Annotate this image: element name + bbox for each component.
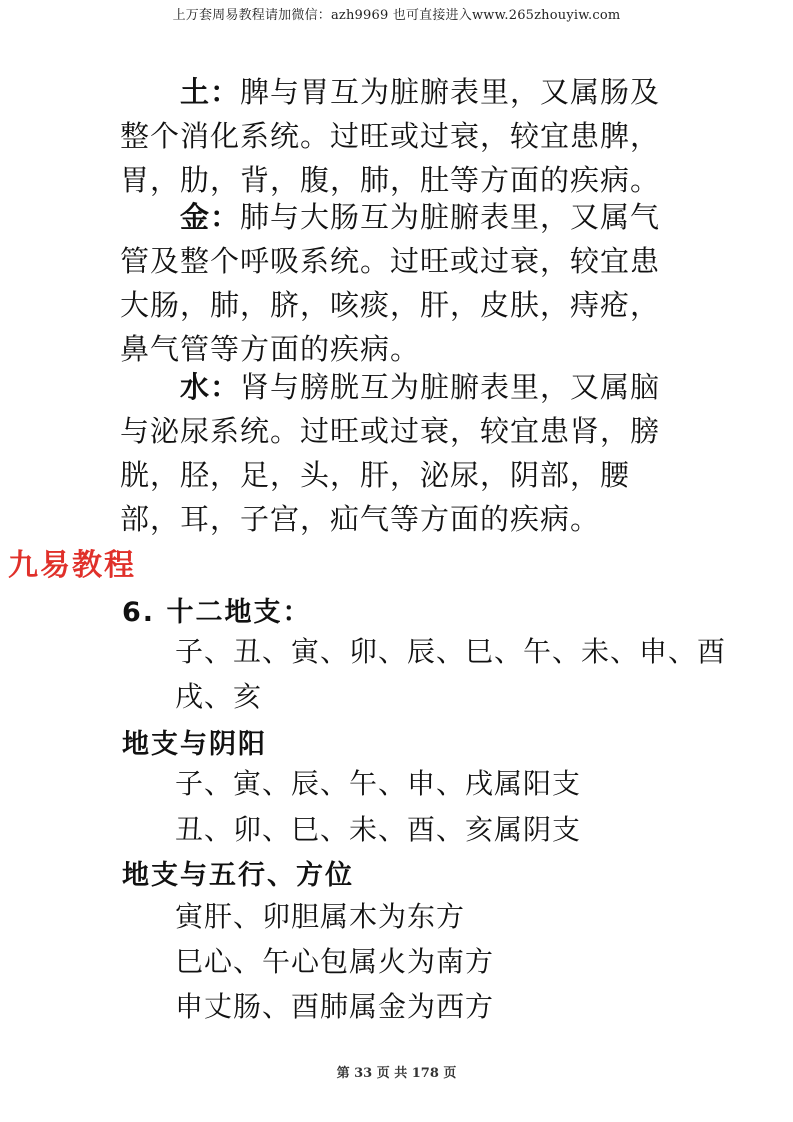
paragraph-water-text: 肾与膀胱互为脏腑表里，又属脑与泌尿系统。过旺或过衰，较宜患肾，膀胱，胫，足，头，肝，泌尿，阴部，腰部，耳，子宫，疝气等方面的疾病。 <box>120 370 661 536</box>
paragraph-water <box>120 365 680 541</box>
fire-line: 巳心、午心包属火为南方 <box>175 945 495 978</box>
paragraph-metal-label: 金： <box>180 200 241 234</box>
branches-line-2: 戌、亥 <box>175 680 263 713</box>
paragraph-metal <box>120 195 680 371</box>
metal-line: 申丈肠、酉肺属金为西方 <box>175 990 495 1023</box>
brand-watermark: 九易教程 <box>8 548 136 583</box>
paragraph-earth <box>120 70 680 202</box>
section-title: 6. 十二地支： <box>122 597 312 628</box>
header-watermark: 上万套周易教程请加微信：azh9969 也可直接进入www.265zhouyiw.com <box>172 8 621 23</box>
paragraph-water-label: 水： <box>180 370 241 404</box>
paragraph-metal-text: 肺与大肠互为脏腑表里，又属气管及整个呼吸系统。过旺或过衰，较宜患大肠，肺，脐，咳痰，肝，皮肤，痔疮，鼻气管等方面的疾病。 <box>120 200 661 366</box>
paragraph-earth-text: 脾与胃互为脏腑表里，又属肠及整个消化系统。过旺或过衰，较宜患脾，胃，肋，背，腹，肺，肚等方面的疾病。 <box>120 75 661 197</box>
yinyang-heading: 地支与阴阳 <box>122 729 267 760</box>
yang-branches-line: 子、寅、辰、午、申、戌属阳支 <box>175 767 582 800</box>
wood-line: 寅肝、卯胆属木为东方 <box>175 900 466 933</box>
wuxing-heading: 地支与五行、方位 <box>122 860 354 891</box>
paragraph-earth-label: 土： <box>180 75 241 109</box>
page-number: 第 33 页 共 178 页 <box>336 1066 457 1081</box>
yin-branches-line: 丑、卯、巳、未、酉、亥属阴支 <box>175 813 582 846</box>
branches-line-1: 子、丑、寅、卯、辰、巳、午、未、申、酉 <box>175 635 727 668</box>
